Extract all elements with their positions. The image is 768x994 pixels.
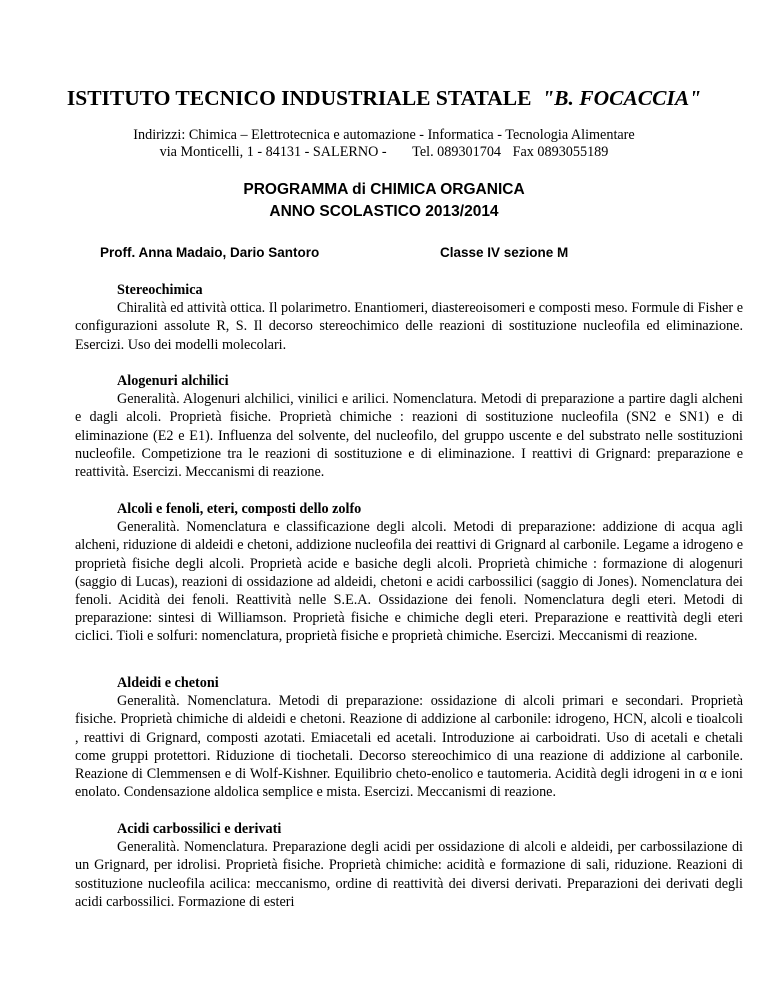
section-heading: Alogenuri alchilici [117,373,229,389]
section-body: Generalità. Alogenuri alchilici, vinilici e arilici. Nomenclatura. Metodi di preparazione a partire dagli alcheni e dagli alcoli. Proprietà fisiche. Proprietà chimiche : reazioni di sostituzione nucleofila (SN2 e SN1) e di eliminazione (E2 e E1). Influenza del solvente, del nucleofilo, del gruppo uscente e del substrato nelle sostituzioni nucleofile. Competizione tra le reazioni di sostituzione e di eliminazione. I reattivi di Grignard: preparazione e reattività. Esercizi. Meccanismi di reazione. [75,391,743,481]
phone-number: Tel. 089301704 [412,144,502,160]
address-line-1: Indirizzi: Chimica – Elettrotecnica e automazione - Informatica - Tecnologia Alimentare [133,127,635,143]
fax-number: Fax 0893055189 [512,144,609,160]
school-address [0,127,768,161]
class-info: Classe IV sezione M [440,245,569,260]
section-body: Generalità. Nomenclatura e classificazione degli alcoli. Metodi di preparazione: addizione di acqua agli alcheni, riduzione di aldeidi e chetoni, addizione nucleofila dei reattivi di Grignard al carbonile. Legame a idrogeno e proprietà fisiche degli alcoli. Proprietà acide e basiche degli alcoli. Proprietà chimiche : formazione di alogenuri (saggio di Lucas), reazioni di ossidazione ad aldeidi, chetoni e acidi carbossilici (saggio di Jones). Nomenclatura dei fenoli. Acidità dei fenoli. Reattività nelle S.E.A. Ossidazione dei fenoli. Nomenclatura degli eteri. Metodi di preparazione: sintesi di Williamson. Proprietà fisiche e chimiche degli eteri. Preparazione e reattività degli eteri ciclici. Tioli e solfuri: nomenclatura, proprietà fisiche e proprietà chimiche. Esercizi. Meccanismi di reazione. [75,519,743,645]
section-body: Generalità. Nomenclatura. Preparazione degli acidi per ossidazione di alcoli e aldeidi, per carbossilazione di un Grignard, per idrolisi. Proprietà fisiche. Proprietà chimiche: acidità e formazione di sali, riduzione. Reazioni di sostituzione nucleofila acilica: meccanismo, ordine di reattività dei diversi derivati. Preparazioni dei derivati degli acidi carbossilici. Formazione di esteri [75,839,743,910]
teachers: Proff. Anna Madaio, Dario Santoro [100,245,320,260]
section-heading: Alcoli e fenoli, eteri, composti dello zolfo [117,501,362,517]
section-body: Chiralità ed attività ottica. Il polarimetro. Enantiomeri, diastereoisomeri e composti meso. Formule di Fisher e configurazioni assolute R, S. Il decorso stereochimico delle reazioni di sostituzione nucleofila ed eliminazione. Esercizi. Uso dei modelli molecolari. [75,300,743,353]
section-heading: Acidi carbossilici e derivati [117,821,282,837]
section-aldeidi [75,674,743,801]
section-heading: Aldeidi e chetoni [117,675,219,691]
section-acidi [75,820,743,911]
program-title-block [0,179,768,223]
address-street: via Monticelli, 1 - 84131 - SALERNO - [159,144,387,160]
school-title [0,86,768,111]
school-year: ANNO SCOLASTICO 2013/2014 [269,203,499,220]
section-heading: Stereochimica [117,282,203,298]
section-stereochimica [75,281,743,354]
section-body: Generalità. Nomenclatura. Metodi di preparazione: ossidazione di alcoli primari e secondari. Proprietà fisiche. Proprietà chimiche di aldeidi e chetoni. Reazione di addizione al carbonile: idrogeno, HCN, alcoli e tioalcoli , reattivi di Grignard, composti azotati. Emiacetali ed acetali. Introduzione ai carboidrati. Uso di acetali e chetali come gruppi protettori. Riduzione di tiochetali. Decorso stereochimico di una reazione di addizione al carbonile. Reazione di Clemmensen e di Wolf-Kishner. Equilibrio cheto-enolico e tautomeria. Acidità degli idrogeni in α e ioni enolato. Condensazione aldolica semplice e mista. Esercizi. Meccanismi di reazione. [75,693,743,801]
program-title: PROGRAMMA di CHIMICA ORGANICA [243,181,525,198]
school-prefix: ISTITUTO TECNICO INDUSTRIALE STATALE [66,86,532,110]
school-name: "B. FOCACCIA" [542,86,702,110]
section-alogenuri [75,372,743,481]
section-alcoli [75,500,743,646]
address-line-2 [0,144,768,161]
